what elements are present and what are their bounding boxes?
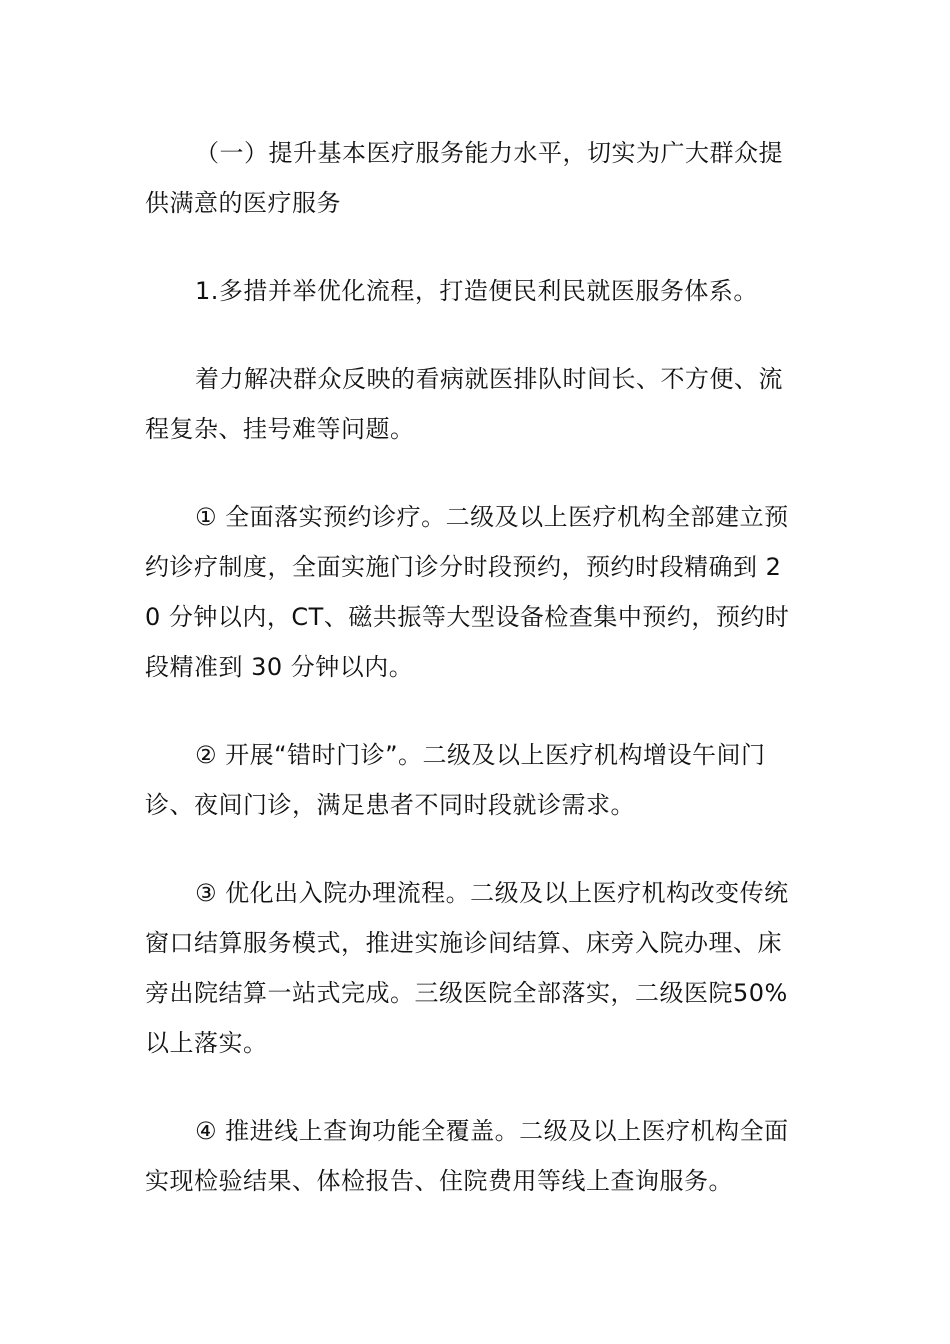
list-item-2: ② 开展“错时门诊”。二级及以上医疗机构增设午间门诊、夜间门诊，满足患者不同时段就诊需求。 [145,741,766,819]
list-item-1: ① 全面落实预约诊疗。二级及以上医疗机构全部建立预约诊疗制度，全面实施门诊分时段预约，预约时段精确到 20 分钟以内，CT、磁共振等大型设备检查集中预约，预约时段精准到 30 分钟以内。 [145,503,790,681]
document-body [145,128,790,1206]
list-item-3: ③ 优化出入院办理流程。二级及以上医疗机构改变传统窗口结算服务模式，推进实施诊间结算、床旁入院办理、床旁出院结算一站式完成。三级医院全部落实，二级医院50%以上落实。 [145,879,789,1057]
list-item-4: ④ 推进线上查询功能全覆盖。二级及以上医疗机构全面实现检验结果、体检报告、住院费用等线上查询服务。 [145,1117,789,1195]
subsection-heading: 1.多措并举优化流程，打造便民利民就医服务体系。 [195,277,758,305]
body-paragraph: 着力解决群众反映的看病就医排队时间长、不方便、流程复杂、挂号难等问题。 [145,365,783,443]
section-heading: （一）提升基本医疗服务能力水平，切实为广大群众提供满意的医疗服务 [145,139,783,217]
